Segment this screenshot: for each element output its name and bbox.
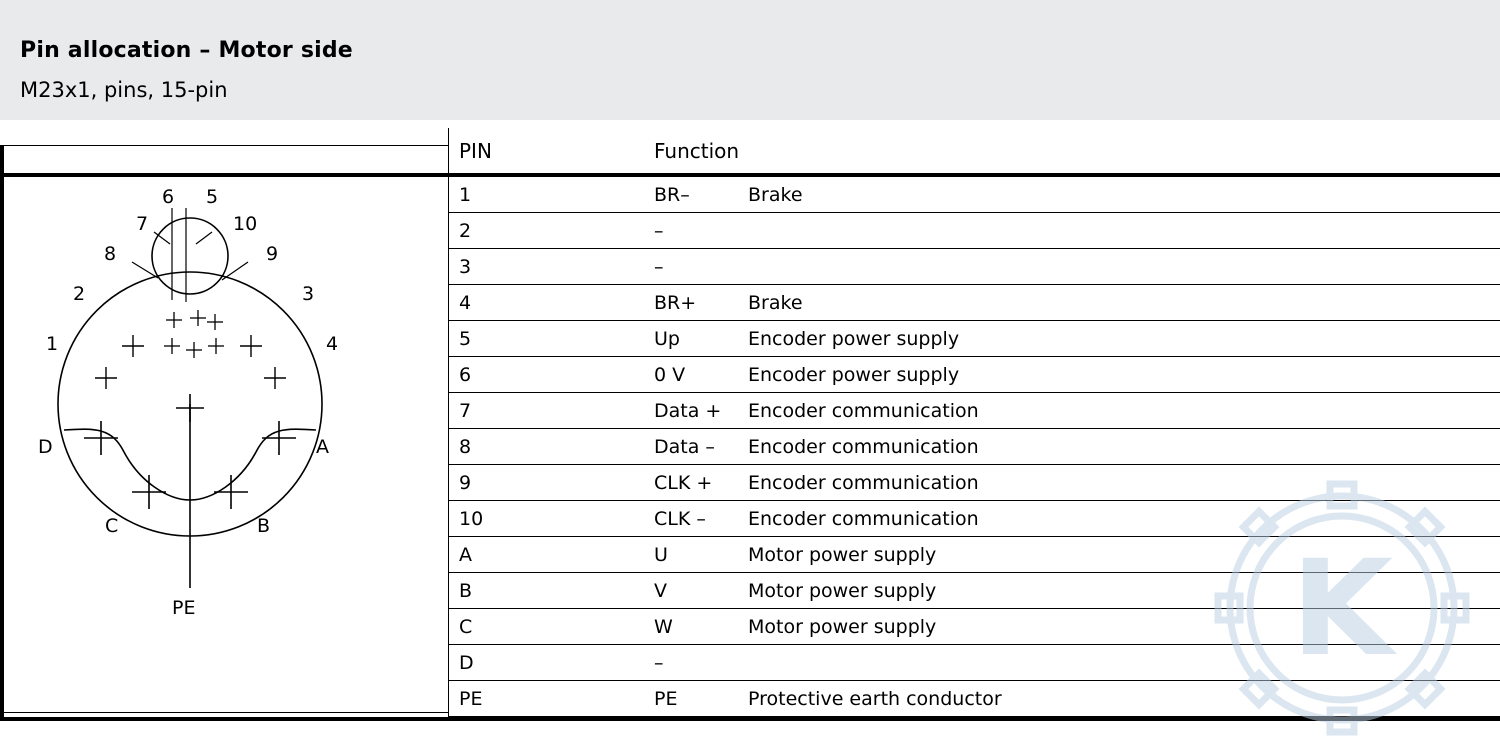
- watermark-letter: K: [1290, 532, 1394, 686]
- function-desc: Brake: [748, 291, 803, 314]
- function-code: CLK –: [654, 507, 706, 530]
- cell-pin: 5: [448, 321, 643, 357]
- table-row: [448, 429, 1500, 465]
- page-title: Pin allocation – Motor side: [20, 38, 353, 63]
- function-desc: Encoder communication: [748, 507, 979, 530]
- function-desc: Motor power supply: [748, 579, 937, 602]
- function-desc: Encoder power supply: [748, 363, 960, 386]
- cell-pin: 2: [448, 213, 643, 249]
- function-desc: Motor power supply: [748, 615, 937, 638]
- page-subtitle: M23x1, pins, 15-pin: [20, 78, 228, 102]
- function-desc: Encoder communication: [748, 471, 979, 494]
- cell-function: [643, 681, 1500, 717]
- function-code: CLK +: [654, 471, 713, 494]
- table-body: [448, 176, 1500, 717]
- cell-pin: D: [448, 645, 643, 681]
- table-row: [448, 573, 1500, 609]
- cell-pin: A: [448, 537, 643, 573]
- table-row: [448, 321, 1500, 357]
- connector-label-5: 5: [206, 186, 219, 208]
- connector-label-8: 8: [104, 243, 117, 265]
- cell-function: [643, 573, 1500, 609]
- function-code: V: [654, 579, 667, 602]
- divider-bottom-thin: [0, 712, 448, 713]
- function-desc: Protective earth conductor: [748, 687, 1002, 710]
- function-desc: Encoder communication: [748, 435, 979, 458]
- connector-label-d: D: [38, 436, 53, 458]
- connector-label-b: B: [257, 515, 271, 537]
- cell-pin: 1: [448, 176, 643, 213]
- connector-label-6: 6: [162, 186, 175, 208]
- connector-label-1: 1: [46, 333, 59, 355]
- connector-label-a: A: [316, 436, 329, 458]
- connector-label-10: 10: [233, 213, 258, 235]
- function-desc: Motor power supply: [748, 543, 937, 566]
- connector-label-7: 7: [136, 213, 149, 235]
- function-code: –: [654, 219, 664, 242]
- function-code: PE: [654, 687, 678, 710]
- cell-function: [643, 176, 1500, 213]
- table-row: [448, 501, 1500, 537]
- cell-function: [643, 645, 1500, 681]
- table-row: [448, 537, 1500, 573]
- function-code: Data +: [654, 399, 722, 422]
- cell-function: [643, 357, 1500, 393]
- divider-bottom-thick: [0, 717, 1500, 721]
- cell-function: [643, 537, 1500, 573]
- cell-pin: 3: [448, 249, 643, 285]
- content-area: [0, 120, 1500, 750]
- cell-pin: 7: [448, 393, 643, 429]
- function-desc: Encoder power supply: [748, 327, 960, 350]
- function-code: BR+: [654, 291, 697, 314]
- table-row: [448, 465, 1500, 501]
- cell-function: [643, 249, 1500, 285]
- cell-function: [643, 321, 1500, 357]
- cell-pin: 4: [448, 285, 643, 321]
- function-desc: Brake: [748, 183, 803, 206]
- table-row: [448, 393, 1500, 429]
- cell-function: [643, 501, 1500, 537]
- connector-diagram: [4, 170, 412, 690]
- table-row: [448, 357, 1500, 393]
- divider-top-thin: [0, 145, 448, 146]
- table-row: [448, 645, 1500, 681]
- cell-pin: 10: [448, 501, 643, 537]
- connector-label-2: 2: [73, 283, 86, 305]
- function-code: 0 V: [654, 363, 686, 386]
- connector-label-c: C: [105, 515, 119, 537]
- table-row: [448, 285, 1500, 321]
- cell-pin: 9: [448, 465, 643, 501]
- cell-pin: C: [448, 609, 643, 645]
- cell-function: [643, 213, 1500, 249]
- cell-function: [643, 429, 1500, 465]
- table-row: [448, 681, 1500, 717]
- connector-label-9: 9: [266, 243, 279, 265]
- connector-label-4: 4: [326, 333, 339, 355]
- table-header-row: [448, 128, 1500, 176]
- connector-label-pe: PE: [172, 597, 196, 619]
- cell-pin: 6: [448, 357, 643, 393]
- page-header: [0, 0, 1500, 120]
- column-header-pin: PIN: [448, 128, 643, 176]
- pin-allocation-table: [448, 128, 1500, 717]
- table-row: [448, 609, 1500, 645]
- table-row: [448, 249, 1500, 285]
- function-code: Data –: [654, 435, 715, 458]
- function-code: W: [654, 615, 673, 638]
- connector-label-3: 3: [302, 283, 315, 305]
- table-row: [448, 213, 1500, 249]
- cell-pin: 8: [448, 429, 643, 465]
- cell-function: [643, 285, 1500, 321]
- cell-function: [643, 465, 1500, 501]
- function-code: Up: [654, 327, 680, 350]
- function-code: –: [654, 255, 664, 278]
- cell-function: [643, 609, 1500, 645]
- function-code: U: [654, 543, 668, 566]
- cell-pin: PE: [448, 681, 643, 717]
- column-header-function: Function: [643, 128, 1500, 176]
- function-desc: Encoder communication: [748, 399, 979, 422]
- cell-function: [643, 393, 1500, 429]
- table-row: [448, 176, 1500, 213]
- function-code: –: [654, 651, 664, 674]
- function-code: BR–: [654, 183, 690, 206]
- cell-pin: B: [448, 573, 643, 609]
